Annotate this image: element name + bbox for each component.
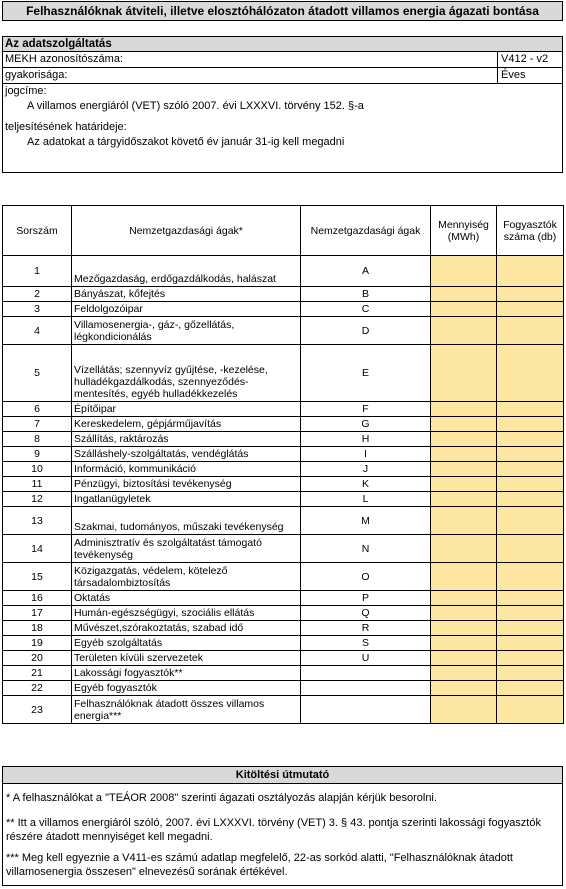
sector-breakdown-table (2, 205, 564, 724)
row-number: 14 (3, 535, 72, 563)
col-header-agak-star: Nemzetgazdasági ágak* (72, 206, 301, 256)
row-sector-name: Egyéb szolgáltatás (72, 636, 301, 651)
guide-note-2: ** Itt a villamos energiáról szóló, 2007. évi LXXXVI. törvény (VET) 3. § 43. pontja szerinti lakossági fogyasztók részére átadott mennyiséget kell megadni. (6, 817, 541, 843)
row-number: 15 (3, 563, 72, 591)
row-sector-name: Építőipar (72, 402, 301, 417)
col-header-fogyasztok: Fogyasztók száma (db) (497, 206, 564, 256)
consumer-count-input-cell[interactable] (497, 287, 564, 302)
row-sector-name: Információ, kommunikáció (72, 462, 301, 477)
row-sector-name: Adminisztratív és szolgáltatást támogató tevékenység (72, 535, 301, 563)
table-row (3, 345, 564, 402)
row-sector-code: U (301, 651, 431, 666)
table-row (3, 462, 564, 477)
row-number: 5 (3, 345, 72, 402)
row-sector-name: Művészet,szórakoztatás, szabad idő (72, 621, 301, 636)
row-sector-code: A (301, 256, 431, 287)
row-sector-name: Szakmai, tudományos, műszaki tevékenység (72, 507, 301, 535)
row-sector-code (301, 696, 431, 724)
consumer-count-input-cell[interactable] (497, 681, 564, 696)
row-sector-code: F (301, 402, 431, 417)
table-row (3, 256, 564, 287)
consumer-count-input-cell[interactable] (497, 606, 564, 621)
guide-header: Kitöltési útmutató (3, 767, 562, 784)
data-provision-info (2, 36, 563, 173)
table-row (3, 666, 564, 681)
quantity-input-cell[interactable] (431, 651, 497, 666)
table-row (3, 447, 564, 462)
quantity-input-cell[interactable] (431, 621, 497, 636)
consumer-count-input-cell[interactable] (497, 477, 564, 492)
row-sector-name: Közigazgatás, védelem, kötelező társadalombiztosítás (72, 563, 301, 591)
consumer-count-input-cell[interactable] (497, 591, 564, 606)
row-sector-code: R (301, 621, 431, 636)
row-sector-code: Q (301, 606, 431, 621)
row-sector-code: G (301, 417, 431, 432)
row-sector-code: P (301, 591, 431, 606)
quantity-input-cell[interactable] (431, 302, 497, 317)
frequency-label: gyakorisága: (5, 69, 68, 81)
consumer-count-input-cell[interactable] (497, 492, 564, 507)
row-sector-code (301, 666, 431, 681)
row-sector-code: J (301, 462, 431, 477)
row-sector-name: Vízellátás; szennyvíz gyűjtése, -kezelése, hulladékgazdálkodás, szennyeződés-mentesítés, egyéb hulladékkezelés (72, 345, 301, 402)
row-number: 22 (3, 681, 72, 696)
table-row (3, 287, 564, 302)
row-sector-code: M (301, 507, 431, 535)
row-sector-name: Lakossági fogyasztók** (72, 666, 301, 681)
row-sector-name: Szállítás, raktározás (72, 432, 301, 447)
row-number: 12 (3, 492, 72, 507)
mekh-id-row (3, 52, 562, 68)
row-number: 18 (3, 621, 72, 636)
col-header-agak: Nemzetgazdasági ágak (301, 206, 431, 256)
row-number: 1 (3, 256, 72, 287)
row-number: 3 (3, 302, 72, 317)
row-number: 17 (3, 606, 72, 621)
row-sector-name: Mezőgazdaság, erdőgazdálkodás, halászat (72, 256, 301, 287)
deadline-label: teljesítésének határideje: (5, 121, 127, 133)
col-header-sorszam: Sorszám (3, 206, 72, 256)
consumer-count-input-cell[interactable] (497, 563, 564, 591)
consumer-count-input-cell[interactable] (497, 651, 564, 666)
row-sector-code: H (301, 432, 431, 447)
quantity-input-cell[interactable] (431, 563, 497, 591)
table-header-row (3, 206, 564, 256)
quantity-input-cell[interactable] (431, 256, 497, 287)
consumer-count-input-cell[interactable] (497, 535, 564, 563)
row-number: 8 (3, 432, 72, 447)
row-number: 20 (3, 651, 72, 666)
quantity-input-cell[interactable] (431, 681, 497, 696)
consumer-count-input-cell[interactable] (497, 621, 564, 636)
quantity-input-cell[interactable] (431, 447, 497, 462)
consumer-count-input-cell[interactable] (497, 666, 564, 681)
row-number: 2 (3, 287, 72, 302)
quantity-input-cell[interactable] (431, 417, 497, 432)
row-sector-name: Feldolgozóipar (72, 302, 301, 317)
row-number: 7 (3, 417, 72, 432)
quantity-input-cell[interactable] (431, 402, 497, 417)
row-sector-name: Humán-egészségügyi, szociális ellátás (72, 606, 301, 621)
deadline-value: Az adatokat a tárgyidőszakot követő év január 31-ig kell megadni (27, 136, 345, 148)
row-sector-name: Bányászat, kőfejtés (72, 287, 301, 302)
consumer-count-input-cell[interactable] (497, 402, 564, 417)
row-sector-code: N (301, 535, 431, 563)
row-number: 21 (3, 666, 72, 681)
row-sector-name: Felhasználóknak átadott összes villamos energia*** (72, 696, 301, 724)
row-number: 23 (3, 696, 72, 724)
row-number: 6 (3, 402, 72, 417)
quantity-input-cell[interactable] (431, 317, 497, 345)
row-sector-name: Oktatás (72, 591, 301, 606)
row-number: 11 (3, 477, 72, 492)
consumer-count-input-cell[interactable] (497, 462, 564, 477)
col-header-mennyiseg: Mennyiség (MWh) (431, 206, 497, 256)
table-row (3, 606, 564, 621)
consumer-count-input-cell[interactable] (497, 317, 564, 345)
row-sector-name: Pénzügyi, biztosítási tevékenység (72, 477, 301, 492)
legal-basis-block (3, 84, 562, 120)
row-sector-code: E (301, 345, 431, 402)
quantity-input-cell[interactable] (431, 345, 497, 402)
quantity-input-cell[interactable] (431, 666, 497, 681)
table-row (3, 621, 564, 636)
table-row (3, 563, 564, 591)
row-sector-code: D (301, 317, 431, 345)
frequency-value: Éves (497, 68, 525, 83)
frequency-row (3, 68, 562, 84)
quantity-input-cell[interactable] (431, 535, 497, 563)
quantity-input-cell[interactable] (431, 287, 497, 302)
filling-guide (2, 766, 563, 886)
table-body (3, 256, 564, 724)
row-sector-code: O (301, 563, 431, 591)
row-sector-code: B (301, 287, 431, 302)
table-row (3, 492, 564, 507)
row-sector-name: Ingatlanügyletek (72, 492, 301, 507)
row-sector-name: Szálláshely-szolgáltatás, vendéglátás (72, 447, 301, 462)
table-row (3, 591, 564, 606)
row-number: 4 (3, 317, 72, 345)
consumer-count-input-cell[interactable] (497, 696, 564, 724)
row-number: 19 (3, 636, 72, 651)
table-row (3, 651, 564, 666)
table-row (3, 535, 564, 563)
quantity-input-cell[interactable] (431, 462, 497, 477)
consumer-count-input-cell[interactable] (497, 432, 564, 447)
consumer-count-input-cell[interactable] (497, 636, 564, 651)
table-row (3, 402, 564, 417)
quantity-input-cell[interactable] (431, 591, 497, 606)
consumer-count-input-cell[interactable] (497, 256, 564, 287)
quantity-input-cell[interactable] (431, 492, 497, 507)
quantity-input-cell[interactable] (431, 636, 497, 651)
info-header: Az adatszolgáltatás (3, 37, 562, 52)
row-sector-name: Területen kívüli szervezetek (72, 651, 301, 666)
row-sector-code: I (301, 447, 431, 462)
row-sector-name: Villamosenergia-, gáz-, gőzellátás, légkondicionálás (72, 317, 301, 345)
consumer-count-input-cell[interactable] (497, 507, 564, 535)
consumer-count-input-cell[interactable] (497, 417, 564, 432)
table-row (3, 681, 564, 696)
quantity-input-cell[interactable] (431, 477, 497, 492)
table-row (3, 507, 564, 535)
guide-note-3: *** Meg kell egyeznie a V411-es számú adatlap megfelelő, 22-as sorkód alatti, "Felhasználóknak átadott villamosenergia összesen" elnevezésű sorának értékével. (6, 852, 513, 878)
quantity-input-cell[interactable] (431, 507, 497, 535)
row-number: 9 (3, 447, 72, 462)
row-sector-code: C (301, 302, 431, 317)
consumer-count-input-cell[interactable] (497, 345, 564, 402)
row-sector-name: Egyéb fogyasztók (72, 681, 301, 696)
quantity-input-cell[interactable] (431, 432, 497, 447)
row-sector-code (301, 681, 431, 696)
row-number: 10 (3, 462, 72, 477)
table-row (3, 317, 564, 345)
mekh-id-label: MEKH azonosítószáma: (5, 53, 123, 65)
row-sector-code: L (301, 492, 431, 507)
table-row (3, 417, 564, 432)
consumer-count-input-cell[interactable] (497, 447, 564, 462)
table-row (3, 477, 564, 492)
consumer-count-input-cell[interactable] (497, 302, 564, 317)
legal-basis-label: jogcíme: (5, 85, 47, 97)
table-row (3, 696, 564, 724)
row-sector-code: K (301, 477, 431, 492)
table-row (3, 636, 564, 651)
row-sector-code: S (301, 636, 431, 651)
quantity-input-cell[interactable] (431, 606, 497, 621)
mekh-id-value: V412 - v2 (497, 52, 548, 67)
row-sector-name: Kereskedelem, gépjárműjavítás (72, 417, 301, 432)
form-title: Felhasználóknak átviteli, illetve elosztóhálózaton átadott villamos energia ágazati bontása (2, 1, 563, 21)
table-row (3, 302, 564, 317)
deadline-block (3, 120, 562, 150)
legal-basis-value: A villamos energiáról (VET) szóló 2007. évi LXXXVI. törvény 152. §-a (27, 100, 364, 112)
row-number: 13 (3, 507, 72, 535)
table-row (3, 432, 564, 447)
quantity-input-cell[interactable] (431, 696, 497, 724)
guide-note-1: * A felhasználókat a "TEÁOR 2008" szerinti ágazati osztályozás alapján kérjük besorolni. (6, 792, 437, 804)
row-number: 16 (3, 591, 72, 606)
